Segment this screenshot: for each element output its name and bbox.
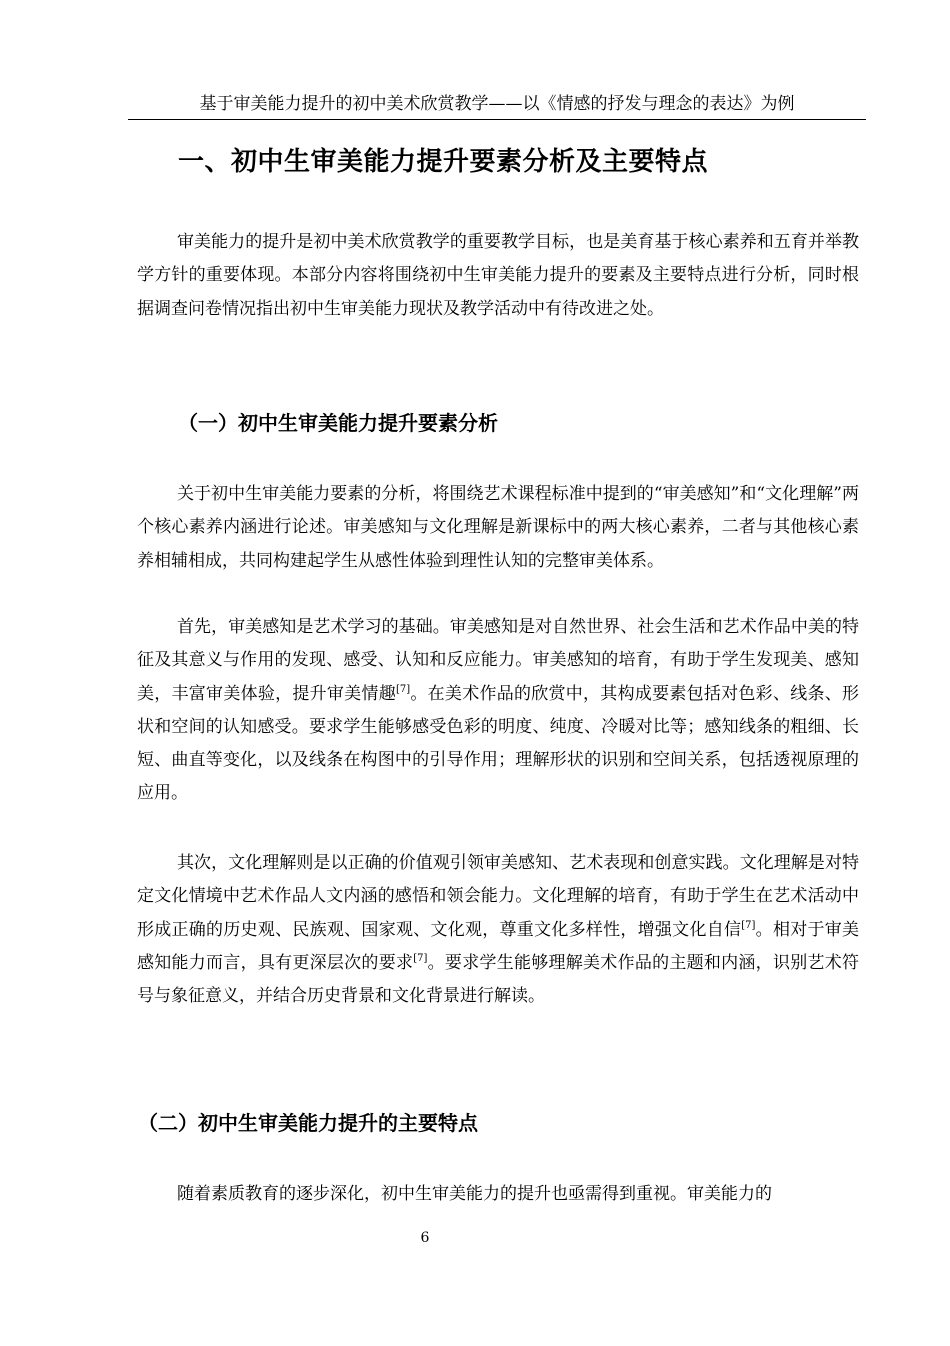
subsection-1-paragraph-2 [137, 611, 859, 811]
header-rule [128, 119, 866, 120]
paragraph-text: 。相对于审美感知能力而言，具有更深层次的要求 [137, 919, 860, 973]
paragraph-text: 首先，审美感知是艺术学习的基础。审美感知是对自然世界、社会生活和艺术作品中美的特征及其意义与作用的发现、感受、认知和反应能力。审美感知的培育，有助于学生发现美、感知美，丰富审美体验，提升审美情趣 [137, 617, 859, 704]
paragraph-text: 。要求学生能够理解美术作品的主题和内涵，识别艺术符号与象征意义，并结合历史背景和文化背景进行解读。 [137, 952, 860, 1007]
paragraph-text: 其次，文化理解则是以正确的价值观引领审美感知、艺术表现和创意实践。文化理解是对特定文化情境中艺术作品人文内涵的感悟和领会能力。文化理解的培育，有助于学生在艺术活动中形成正确的历史观、民族观、国家观、文化观，尊重文化多样性，增强文化自信 [137, 853, 859, 940]
citation: [7] [741, 919, 756, 931]
subsection-1-paragraph-1: 关于初中生审美能力要素的分析，将围绕艺术课程标准中提到的“审美感知”和“文化理解”两个核心素养内涵进行论述。审美感知与文化理解是新课标中的两大核心素养，二者与其他核心素养相辅相成，共同构建起学生从感性体验到理性认知的完整审美体系。 [137, 484, 859, 571]
subsection-2-paragraph-1: 随着素质教育的逐步深化，初中生审美能力的提升也亟需得到重视。审美能力的 [177, 1184, 772, 1204]
citation: [7] [413, 952, 428, 964]
subsection-1-title: （一）初中生审美能力提升要素分析 [178, 411, 498, 435]
section-intro-paragraph: 审美能力的提升是初中美术欣赏教学的重要教学目标，也是美育基于核心素养和五育并举教学方针的重要体现。本部分内容将围绕初中生审美能力提升的要素及主要特点进行分析，同时根据调查问卷情况指出初中生审美能力现状及教学活动中有待改进之处。 [137, 232, 859, 319]
citation: [7] [395, 683, 411, 695]
subsection-1-paragraph-3 [137, 847, 859, 1013]
page-number: 6 [420, 1230, 430, 1246]
running-header: 基于审美能力提升的初中美术欣赏教学——以《情感的抒发与理念的表达》为例 [199, 94, 795, 114]
subsection-2-title: （二）初中生审美能力提升的主要特点 [138, 1111, 478, 1135]
section-title: 一、初中生审美能力提升要素分析及主要特点 [178, 147, 709, 177]
paragraph-text: 。在美术作品的欣赏中，其构成要素包括对色彩、线条、形状和空间的认知感受。要求学生能够感受色彩的明度、纯度、冷暖对比等；感知线条的粗细、长短、曲直等变化，以及线条在构图中的引导作用；理解形状的识别和空间关系，包括透视原理的应用。 [137, 683, 860, 804]
